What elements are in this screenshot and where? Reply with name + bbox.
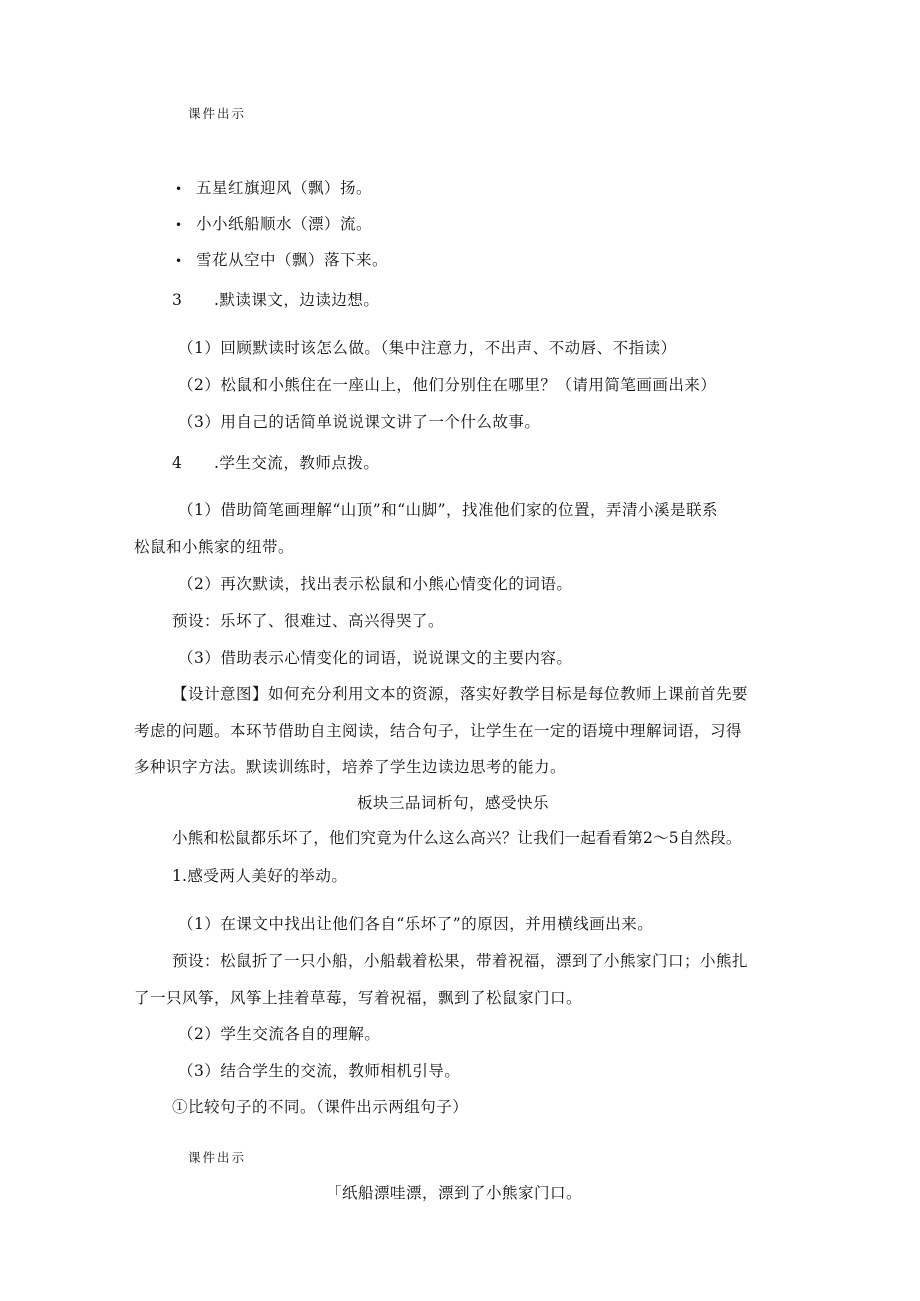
bullet-dot: • bbox=[175, 182, 183, 196]
courseware-label: 课件出示 bbox=[188, 1150, 247, 1165]
compare-line: ①比较句子的不同。（课件出示两组句子） bbox=[172, 1098, 469, 1116]
bullet-dot: • bbox=[175, 218, 183, 232]
step-heading: .学生交流，教师点拨。 bbox=[214, 454, 380, 472]
list-item: （1）回顾默读时该怎么做。（集中注意力，不出声、不动唇、不指读） bbox=[178, 339, 677, 357]
quoted-sentence: 「纸船漂哇漂，漂到了小熊家门口。 bbox=[326, 1184, 583, 1202]
list-item: （3）用自己的话简单说说课文讲了一个什么故事。 bbox=[178, 413, 541, 431]
courseware-label: 课件出示 bbox=[188, 106, 247, 121]
list-item: （2）松鼠和小熊住在一座山上，他们分别住在哪里？（请用简笔画画出来） bbox=[178, 376, 717, 394]
paragraph-line: （1）借助简笔画理解“山顶”和“山脚”，找准他们家的位置，弄清小溪是联系 bbox=[178, 501, 719, 519]
step-number: 3 bbox=[172, 291, 182, 309]
step-number: 4 bbox=[172, 454, 182, 472]
list-item: （3）结合学生的交流，教师相机引导。 bbox=[178, 1062, 461, 1080]
design-intent-line: 【设计意图】如何充分利用文本的资源，落实好教学目标是每位教师上课前首先要 bbox=[172, 685, 749, 703]
intro-paragraph: 小熊和松鼠都乐坏了，他们究竟为什么这么高兴？让我们一起看看第2～5自然段。 bbox=[172, 829, 742, 847]
paragraph-line: 松鼠和小熊家的纽带。 bbox=[134, 538, 295, 556]
preset-line: 预设：松鼠折了一只小船，小船载着松果，带着祝福，漂到了小熊家门口；小熊扎 bbox=[172, 952, 749, 970]
step-heading: .默读课文，边读边想。 bbox=[214, 291, 380, 309]
bullet-dot: • bbox=[175, 254, 183, 268]
list-item: （2）学生交流各自的理解。 bbox=[178, 1025, 381, 1043]
bullet-item: 雪花从空中（飘）落下来。 bbox=[196, 251, 389, 269]
section-title: 板块三品词析句，感受快乐 bbox=[357, 794, 550, 812]
bullet-item: 小小纸船顺水（漂）流。 bbox=[196, 215, 373, 233]
list-item: （1）在课文中找出让他们各自“乐坏了”的原因，并用横线画出来。 bbox=[178, 915, 654, 933]
bullet-item: 五星红旗迎风（飘）扬。 bbox=[196, 179, 373, 197]
step-heading: .感受两人美好的举动。 bbox=[182, 867, 348, 885]
list-item: （3）借助表示心情变化的词语，说说课文的主要内容。 bbox=[178, 649, 573, 667]
design-intent-line: 考虑的问题。本环节借助自主阅读，结合句子，让学生在一定的语境中理解词语，习得 bbox=[134, 722, 743, 740]
design-intent-line: 多种识字方法。默读训练时，培养了学生边读边思考的能力。 bbox=[134, 758, 567, 776]
preset-line: 预设：乐坏了、很难过、高兴得哭了。 bbox=[172, 612, 445, 630]
preset-line: 了一只风筝，风筝上挂着草莓，写着祝福，飘到了松鼠家门口。 bbox=[134, 989, 583, 1007]
step-number: 1 bbox=[172, 867, 182, 885]
list-item: （2）再次默读，找出表示松鼠和小熊心情变化的词语。 bbox=[178, 575, 573, 593]
